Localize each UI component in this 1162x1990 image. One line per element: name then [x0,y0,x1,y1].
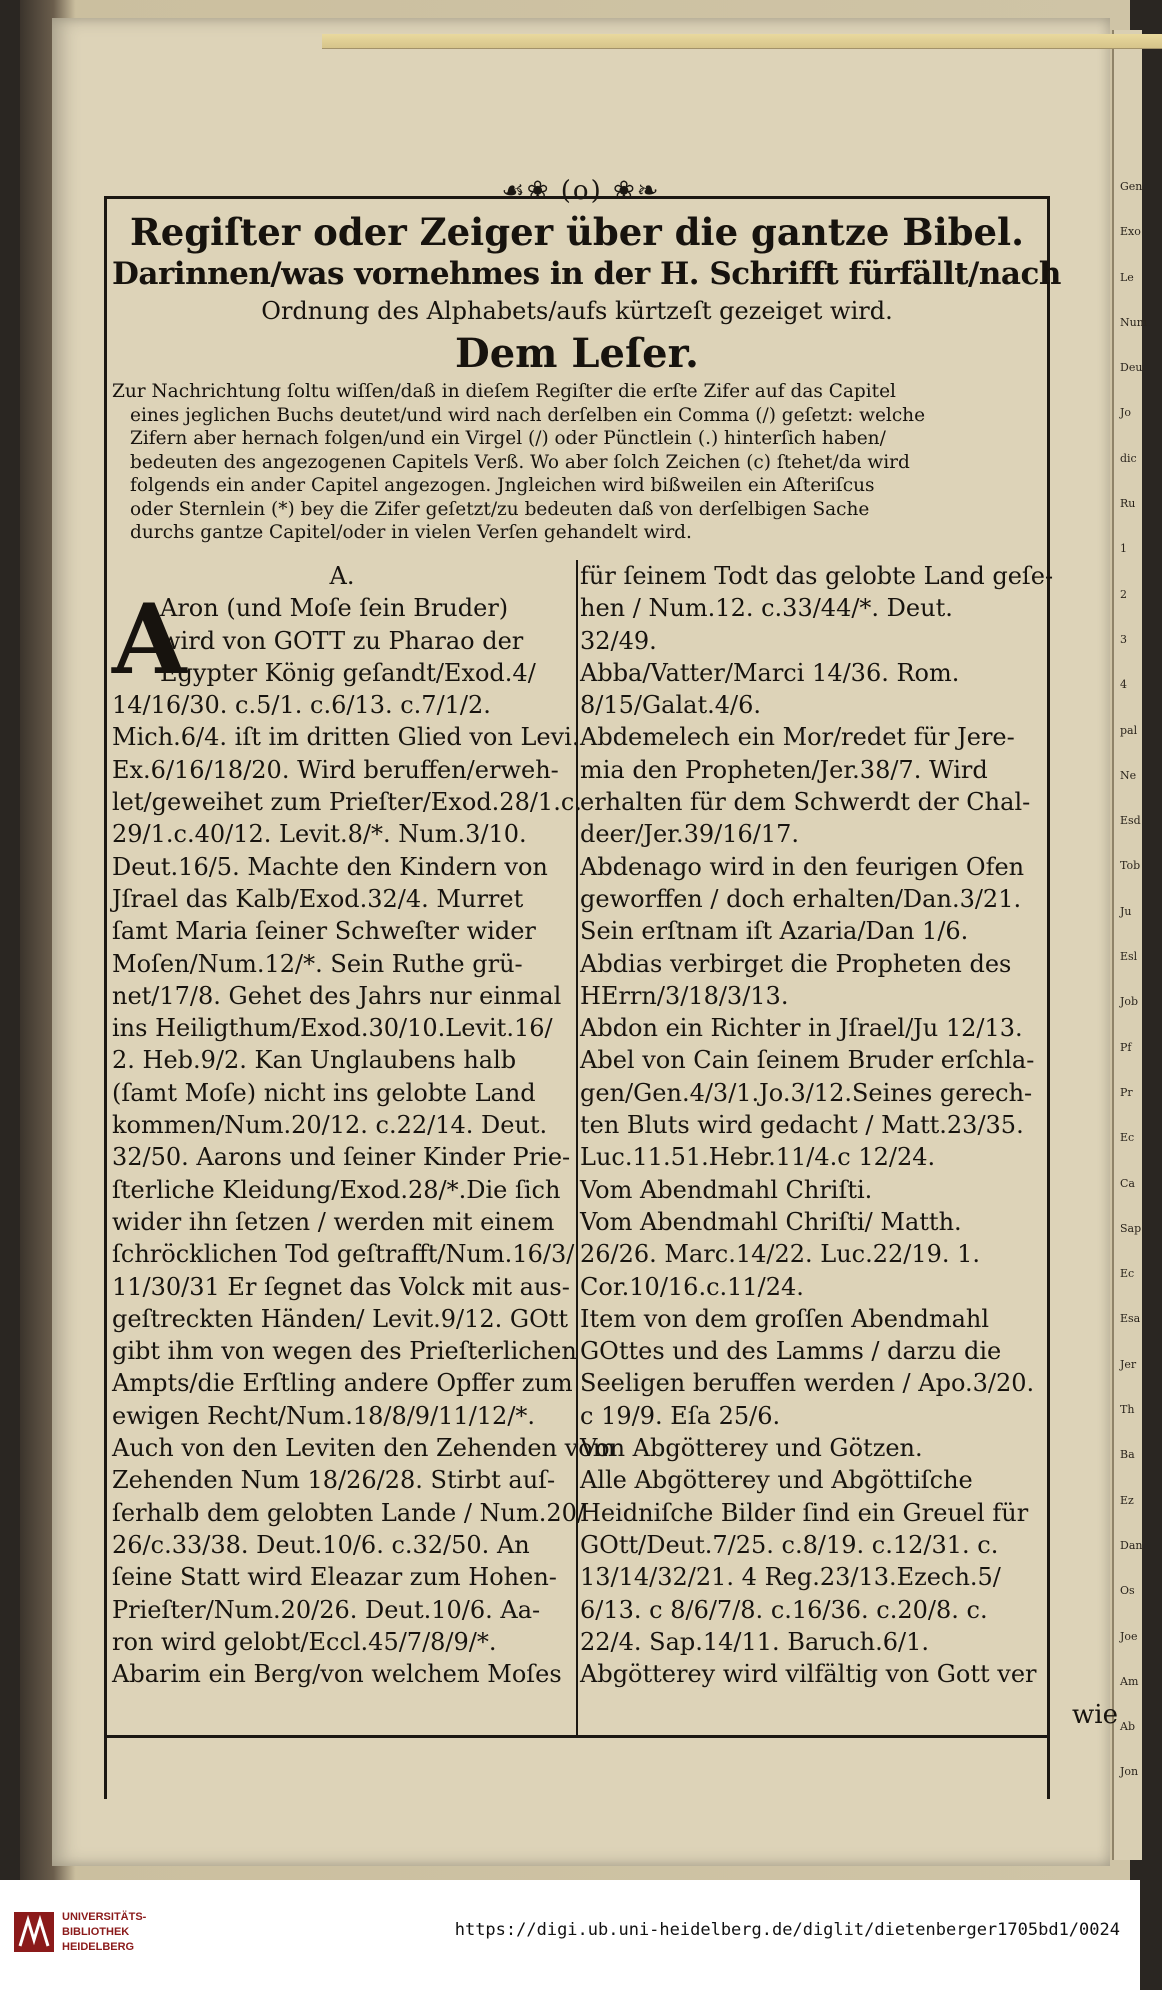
text-line: erhalten für dem Schwerdt der Chal- [580,788,1031,817]
text-line: Abdon ein Richter in Jſrael/Ju 12/13. [580,1014,1023,1043]
page-title: Regiſter oder Zeiger über die gantze Bibel. [130,210,1024,254]
text-line: Moſen/Num.12/*. Sein Ruthe grü- [112,949,523,978]
text-line: folgends ein ander Capitel angezogen. Jngleichen wird bißweilen ein Aſteriſcus [130,475,875,496]
facing-page-fragment: Th [1120,1403,1135,1417]
facing-page-fragment: Jo [1120,406,1132,420]
text-line: c 19/9. Eſa 25/6. [580,1401,781,1430]
text-line: (ſamt Moſe) nicht ins gelobte Land [112,1078,536,1107]
text-line: Deut.16/5. Machte den Kindern von [112,852,548,881]
facing-page-fragment: Am [1120,1674,1139,1688]
facing-page-fragment: Exo [1120,225,1141,239]
text-line: Prieſter/Num.20/26. Deut.10/6. Aa- [112,1595,541,1624]
text-line: wird von GOTT zu Pharao der [160,626,524,655]
ornament-left-icon: ☙❀ [501,176,561,206]
facing-page-fragment: Os [1120,1584,1135,1598]
left-column-lines [112,583,616,1690]
left-column [112,560,616,1690]
text-line: ſchröcklichen Tod geſtrafft/Num.16/3/ [112,1240,575,1269]
facing-page-fragment: Pr [1120,1085,1133,1099]
text-line: hen / Num.12. c.33/44/*. Deut. [580,594,953,623]
text-line: 22/4. Sap.14/11. Baruch.6/1. [580,1627,929,1656]
right-column-lines [580,560,1054,1690]
facing-page-fragment: Sap [1120,1221,1142,1235]
text-line: 32/50. Aarons und ſeiner Kinder Prie- [112,1143,571,1172]
text-line: ſerhalb dem gelobten Lande / Num.20/ [112,1498,586,1527]
top-edge-paper [322,34,1162,49]
text-line: Sein erſtnam iſt Azaria/Dan 1/6. [580,917,969,946]
text-line: bedeuten des angezogenen Capitels Verß. Wo aber ſolch Zeichen (c) ſtehet/da wird [130,451,910,473]
text-line: 8/15/Galat.4/6. [580,691,761,720]
facing-page-fragment: Deu [1120,361,1143,375]
text-line: ſamt Maria ſeiner Schweſter wider [112,917,536,946]
ornament-right-icon: ❀❧ [613,176,661,206]
text-line: wider ihn ſetzen / werden mit einem [112,1207,555,1236]
text-line: ins Heiligthum/Exod.30/10.Levit.16/ [112,1014,553,1043]
library-name-line-1: UNIVERSITÄTS- [62,1911,147,1923]
text-line: 2. Heb.9/2. Kan Unglaubens halb [112,1046,517,1075]
facing-page-fragment: Jon [1120,1765,1139,1779]
facing-page-text [1120,180,1148,1840]
facing-page-fragment: Ec [1120,1131,1135,1145]
text-line: Abarim ein Berg/von welchem Moſes [112,1660,562,1689]
text-line: Von Abgötterey und Götzen. [580,1434,923,1463]
facing-page-fragment: 4 [1120,678,1127,692]
right-column [580,560,1054,1690]
facing-page-fragment: Job [1120,995,1139,1009]
text-line: ten Bluts wird gedacht / Matt.23/35. [580,1111,1024,1140]
library-name [62,1910,146,1955]
text-line: Ampts/die Erſtling andere Opffer zum [112,1369,573,1398]
text-line: Abba/Vatter/Marci 14/36. Rom. [580,658,960,687]
text-line: let/geweihet zum Prieſter/Exod.28/1.c. [112,788,582,817]
frame-bottom-rule [104,1735,1050,1738]
text-line: Jſrael das Kalb/Exod.32/4. Murret [112,884,524,913]
facing-page-fragment: Ec [1120,1267,1135,1281]
text-line: oder Sternlein (*) bey die Zifer geſetzt/zu bedeuten daß von derſelbigen Sache [130,498,870,520]
text-line: GOtt/Deut.7/25. c.8/19. c.12/31. c. [580,1530,999,1559]
text-line: ſeine Statt wird Eleazar zum Hohen- [112,1563,557,1592]
intro-paragraph [112,380,1042,545]
letter-heading: A. [329,562,355,590]
text-line: Mich.6/4. iſt im dritten Glied von Levi. [112,723,580,752]
text-line: kommen/Num.20/12. c.22/14. Deut. [112,1111,548,1140]
facing-page-fragment: Tob [1120,859,1141,873]
page-subtitle-2: Ordnung des Alphabets/aufs kürtzeſt gezeiget wird. [261,297,893,325]
text-line: Heidniſche Bilder ſind ein Greuel für [580,1498,1029,1527]
text-line: Cor.10/16.c.11/24. [580,1272,804,1301]
text-line: Zifern aber hernach folgen/und ein Virgel (/) oder Pünctlein (.) hinterſich haben/ [130,428,886,449]
facing-page-fragment: Jer [1120,1357,1137,1371]
text-line: Item von dem groſſen Abendmahl [580,1304,990,1333]
facing-page-fragment: Ru [1120,497,1136,511]
text-line: geworffen / doch erhalten/Dan.3/21. [580,884,1022,913]
text-line: 6/13. c 8/6/7/8. c.16/36. c.20/8. c. [580,1595,988,1624]
text-line: 26/c.33/38. Deut.10/6. c.32/50. An [112,1530,530,1559]
text-line: gibt ihm von wegen des Prieſterlichen [112,1337,577,1366]
text-line: Aron (und Moſe ſein Bruder) [160,594,509,623]
text-line: Vom Abendmahl Chriſti. [580,1175,873,1204]
facing-page-fragment: Esd [1120,814,1141,828]
facing-page-fragment: Num [1120,315,1148,329]
text-line: Alle Abgötterey und Abgöttiſche [580,1466,973,1495]
text-line: ron wird gelobt/Eccl.45/7/8/9/*. [112,1627,497,1656]
source-url-link[interactable]: https://digi.ub.uni-heidelberg.de/diglit/dietenberger1705bd1/0024 [454,1920,1120,1940]
text-line: 11/30/31 Er ſegnet das Volck mit aus- [112,1272,570,1301]
text-line: Abdemelech ein Mor/redet für Jere- [580,723,1015,752]
facing-page-fragment: Ba [1120,1448,1135,1462]
text-line: Abdias verbirget die Propheten des [580,949,1012,978]
reader-heading: Dem Leſer. [455,330,699,377]
text-line: 29/1.c.40/12. Levit.8/*. Num.3/10. [112,820,527,849]
text-line: net/17/8. Gehet des Jahrs nur einmal [112,981,562,1010]
text-line: Zur Nachrichtung ſoltu wiſſen/daß in dieſem Regiſter die erſte Zifer auf das Capitel [112,381,896,402]
text-line: HErrn/3/18/3/13. [580,981,789,1010]
text-line: Abdenago wird in den feurigen Ofen [580,852,1025,881]
library-name-line-2: BIBLIOTHEK [62,1926,130,1938]
text-line: deer/Jer.39/16/17. [580,820,800,849]
page-subtitle: Darinnen/was vornehmes in der H. Schrifft fürfällt/nach [112,256,1061,292]
drop-capital: A [112,583,187,696]
text-line: 32/49. [580,626,657,655]
facing-page-fragment: Pf [1120,1040,1132,1054]
facing-page-fragment: Esa [1120,1312,1141,1326]
text-line: durchs gantze Capitel/oder in vielen Verſen gehandelt wird. [130,522,692,543]
facing-page-fragment: Esl [1120,950,1138,964]
facing-page-fragment: Joe [1120,1629,1138,1643]
text-line: 26/26. Marc.14/22. Luc.22/19. 1. [580,1240,981,1269]
text-line: Zehenden Num 18/26/28. Stirbt auſ- [112,1466,556,1495]
header-block [112,206,1061,545]
text-line: geſtreckten Händen/ Levit.9/12. GOtt [112,1304,569,1333]
facing-page-fragment: Ne [1120,768,1137,782]
facing-page-fragment: 3 [1120,632,1127,646]
text-line: Ex.6/16/18/20. Wird beruffen/erweh- [112,755,559,784]
folio-number: (o) [560,176,603,206]
text-line: GOttes und des Lamms / darzu die [580,1337,1002,1366]
library-name-line-3: HEIDELBERG [62,1941,135,1953]
facing-page-fragment: Gen [1120,180,1143,193]
facing-page-fragment: pal [1120,723,1138,737]
footer-bar [0,1880,1140,1990]
text-line: ſterliche Kleidung/Exod.28/*.Die ſich [112,1175,561,1204]
text-line: Abel von Cain ſeinem Bruder erſchla- [580,1046,1035,1075]
text-line: gen/Gen.4/3/1.Jo.3/12.Seines gerech- [580,1078,1033,1107]
facing-page-fragment: 2 [1120,587,1127,601]
facing-page-fragment: Ab [1120,1720,1135,1734]
column-divider [576,560,578,1736]
university-library-logo-icon [12,1910,56,1954]
text-line: Abgötterey wird vilfältig von Gott ver [580,1660,1037,1689]
text-line: Auch von den Leviten den Zehenden vom [112,1434,616,1463]
catchword: wie [1072,1700,1118,1730]
text-line: eines jeglichen Buchs deutet/und wird nach derſelben ein Comma (/) geſetzt: welche [130,404,926,426]
text-line: 14/16/30. c.5/1. c.6/13. c.7/1/2. [112,691,491,720]
facing-page-fragment: 1 [1120,542,1127,556]
text-line: für ſeinem Todt das gelobte Land geſe- [580,562,1054,590]
facing-page-fragment: Le [1120,270,1134,284]
facing-page-fragment: Dan [1120,1538,1143,1552]
text-line: mia den Propheten/Jer.38/7. Wird [580,755,988,784]
facing-page-fragment: Ca [1120,1176,1135,1190]
text-line: ewigen Recht/Num.18/8/9/11/12/*. [112,1401,536,1430]
facing-page-fragment: Ez [1120,1493,1134,1507]
facing-page-fragment: Ju [1120,904,1132,918]
text-line: Luc.11.51.Hebr.11/4.c 12/24. [580,1143,936,1172]
text-line: Vom Abendmahl Chriſti/ Matth. [580,1207,962,1236]
text-line: 13/14/32/21. 4 Reg.23/13.Ezech.5/ [580,1563,1001,1592]
facing-page-fragment: dic [1120,451,1137,465]
text-line: Egypter König geſandt/Exod.4/ [160,658,536,687]
text-line: Seeligen beruffen werden / Apo.3/20. [580,1369,1035,1398]
